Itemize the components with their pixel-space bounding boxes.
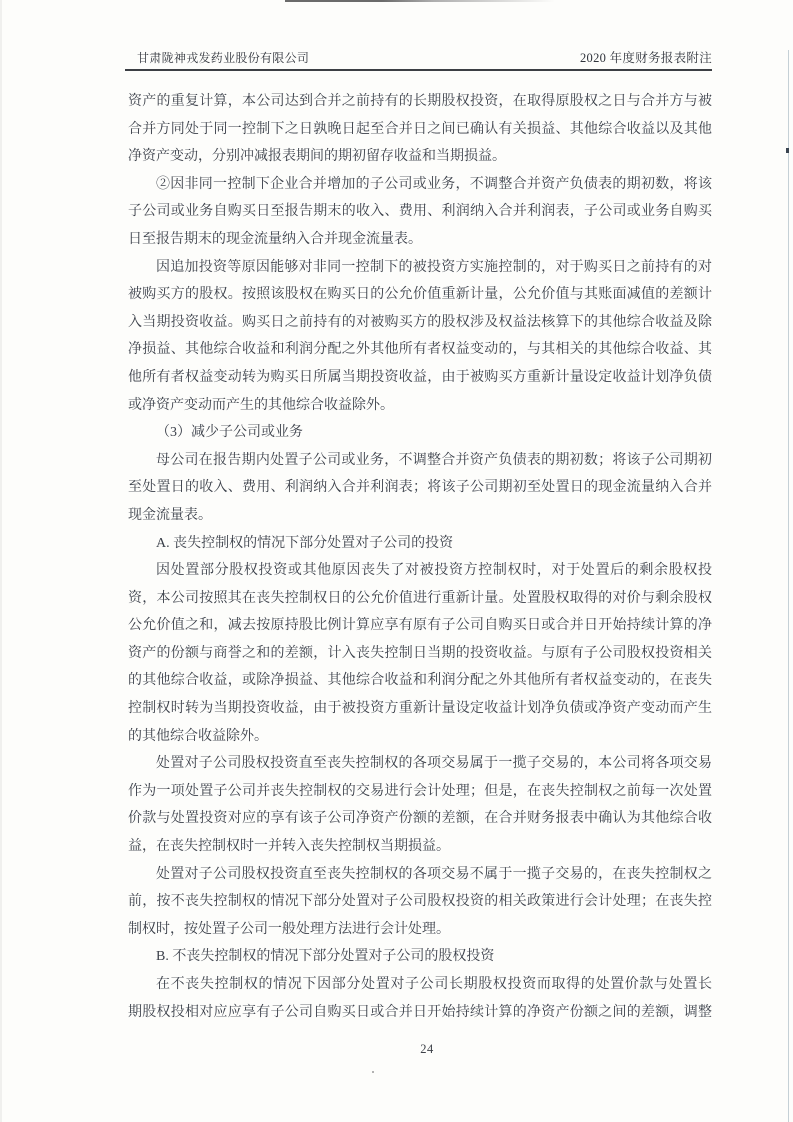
text-line: A. 丧失控制权的情况下部分处置对子公司的投资 xyxy=(156,535,454,551)
text-line: 制权时，按处置子公司一般处理方法进行会计处理。 xyxy=(128,921,450,937)
scan-artifact-right-dot xyxy=(786,148,789,153)
text-line: 因追加投资等原因能够对非同一控制下的被投资方实施控制的，对于购买日之前持有的对 xyxy=(156,259,712,275)
text-line: 资产的重复计算，本公司达到合并之前持有的长期股权投资，在取得原股权之日与合并方与被 xyxy=(128,94,712,109)
text-line: B. 不丧失控制权的情况下部分处置对子公司的股权投资 xyxy=(156,949,495,965)
text-line: （3）减少子公司或业务 xyxy=(156,425,303,441)
text-line: 的其他综合收益除外。 xyxy=(128,728,268,744)
header-rule xyxy=(125,69,712,71)
text-line: 公允价值之和，减去按原持股比例计算应享有原有子公司自购买日或合并日开始持续计算的净 xyxy=(128,618,712,634)
text-line: 被购买方的股权。按照该股权在购买日的公允价值重新计量，公允价值与其账面减值的差额计 xyxy=(128,287,712,303)
scan-artifact-top-line xyxy=(285,0,555,2)
text-line: 因处置部分股权投资或其他原因丧失了对被投资方控制权时，对于处置后的剩余股权投 xyxy=(156,563,712,579)
paragraph xyxy=(128,254,712,420)
paragraph xyxy=(128,750,712,860)
paragraph xyxy=(128,943,712,971)
paragraph xyxy=(128,419,712,447)
text-line: 处置对子公司股权投资直至丧失控制权的各项交易属于一揽子交易的，本公司将各项交易 xyxy=(156,756,712,772)
text-line: 入当期投资收益。购买日之前持有的对被购买方的股权涉及权益法核算下的其他综合收益及除 xyxy=(128,314,712,330)
text-line: 作为一项处置子公司并丧失控制权的交易进行会计处理；但是，在丧失控制权之前每一次处置 xyxy=(128,783,712,799)
text-line: 至处置日的收入、费用、利润纳入合并利润表；将该子公司期初至处置日的现金流量纳入合并 xyxy=(128,480,712,496)
text-line: 前，按不丧失控制权的情况下部分处置对子公司股权投资的相关政策进行会计处理；在丧失控 xyxy=(128,894,712,910)
paragraph xyxy=(128,557,712,750)
paragraph xyxy=(128,171,712,254)
text-line: 在不丧失控制权的情况下因部分处置对子公司长期股权投资而取得的处置价款与处置长 xyxy=(156,977,712,992)
text-line: 资产的份额与商誉之和的差额，计入丧失控制日当期的投资收益。与原有子公司股权投资相关 xyxy=(128,645,712,661)
text-line: ②因非同一控制下企业合并增加的子公司或业务，不调整合并资产负债表的期初数，将该 xyxy=(156,176,712,192)
paragraph xyxy=(128,447,712,530)
text-line: 控制权时转为当期投资收益，由于被投资方重新计量设定收益计划净负债或净资产变动而产生 xyxy=(128,701,712,717)
text-line: 净资产变动，分别冲减报表期间的期初留存收益和当期损益。 xyxy=(128,149,506,165)
text-line: 期股权投相对应应享有子公司自购买日或合并日开始持续计算的净资产份额之间的差额，调整 xyxy=(128,1004,712,1020)
document-body xyxy=(128,88,712,1026)
text-line: 的其他综合收益，或除净损益、其他综合收益和利润分配之外其他所有者权益变动的，在丧失 xyxy=(128,673,712,689)
text-line: 他所有者权益变动转为购买日所属当期投资收益，由于被购买方重新计量设定收益计划净负债 xyxy=(128,369,712,385)
text-line: 子公司或业务自购买日至报告期末的收入、费用、利润纳入合并利润表，子公司或业务自购买 xyxy=(128,204,712,220)
text-line: 净损益、其他综合收益和利润分配之外其他所有者权益变动的，与其相关的其他综合收益、其 xyxy=(128,342,712,358)
text-line: 资，本公司按照其在丧失控制权日的公允价值进行重新计量。处置股权取得的对价与剩余股权 xyxy=(128,590,712,606)
paragraph xyxy=(128,88,712,171)
paragraph xyxy=(128,861,712,944)
text-line: 处置对子公司股权投资直至丧失控制权的各项交易不属于一揽子交易的，在丧失控制权之 xyxy=(156,866,712,882)
paragraph xyxy=(128,530,712,558)
scan-speck xyxy=(372,1071,374,1073)
text-line: 益，在丧失控制权时一并转入丧失控制权当期损益。 xyxy=(128,839,450,855)
text-line: 母公司在报告期内处置子公司或业务，不调整合并资产负债表的期初数；将该子公司期初 xyxy=(156,452,712,468)
text-line: 价款与处置投资对应的享有该子公司净资产份额的差额，在合并财务报表中确认为其他综合收 xyxy=(128,811,712,827)
header-company-name: 甘肃陇神戎发药业股份有限公司 xyxy=(137,51,310,65)
text-line: 或净资产变动而产生的其他综合收益除外。 xyxy=(128,397,394,413)
scan-artifact-right-line xyxy=(788,50,789,1122)
header-report-title: 2020 年度财务报表附注 xyxy=(579,51,712,65)
text-line: 现金流量表。 xyxy=(128,507,212,523)
scan-artifact-left-edge xyxy=(0,0,2,1122)
paragraph xyxy=(128,971,712,1026)
page-number: 24 xyxy=(420,1042,434,1056)
text-line: 日至报告期末的现金流量纳入合并现金流量表。 xyxy=(128,231,422,247)
text-line: 合并方同处于同一控制下之日孰晚日起至合并日之间已确认有关损益、其他综合收益以及其他 xyxy=(128,121,712,137)
